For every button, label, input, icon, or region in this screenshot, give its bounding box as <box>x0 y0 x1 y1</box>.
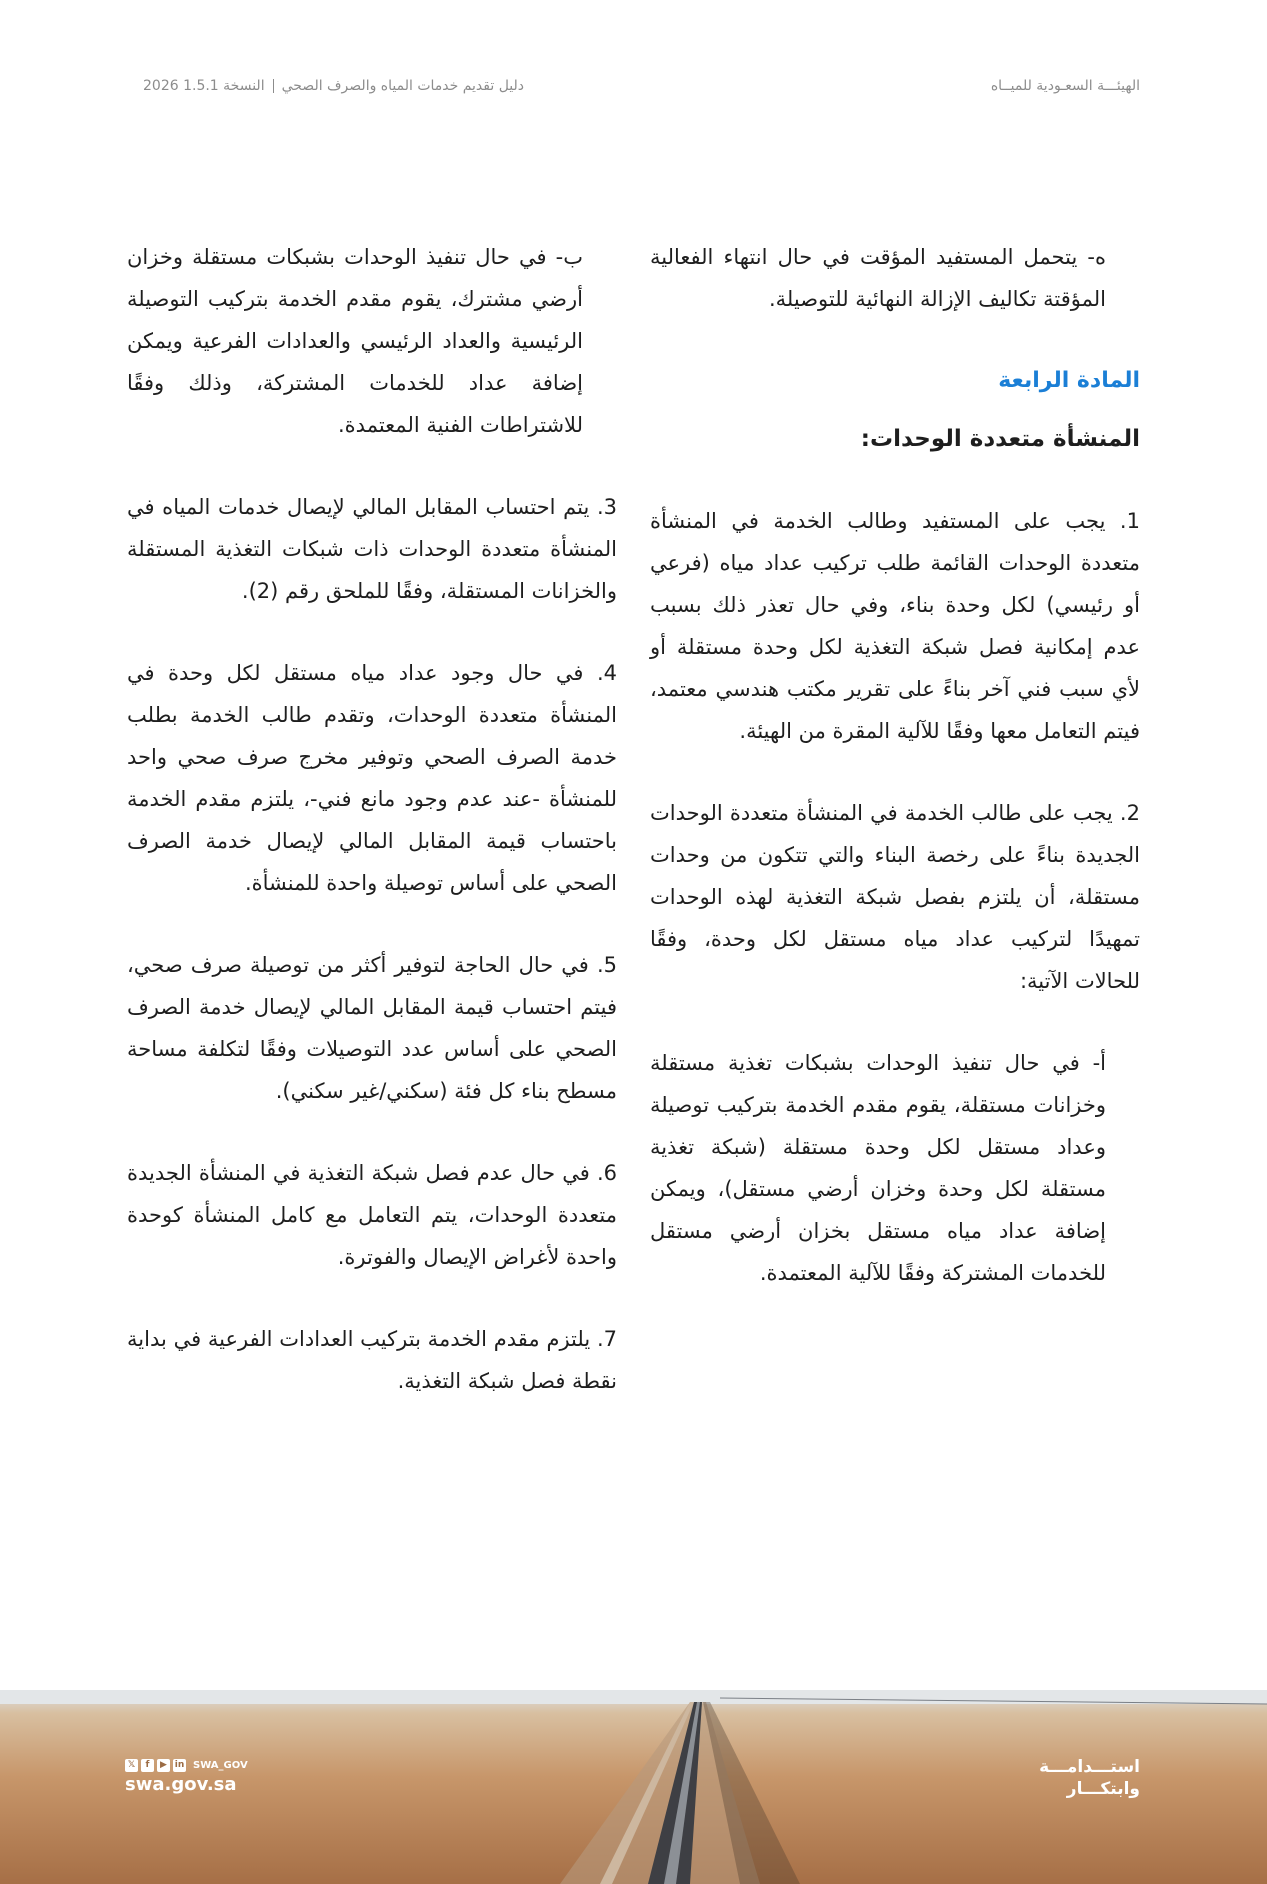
section-title: المنشأة متعددة الوحدات: <box>860 426 1140 452</box>
clause-6: 6. في حال عدم فصل شبكة التغذية في المنشأة الجديدة متعددة الوحدات، يتم التعامل مع كامل المنشأة كوحدة واحدة لأغراض الإيصال والفوترة. <box>127 1161 617 1269</box>
clause-7: 7. يلتزم مقدم الخدمة بتركيب العدادات الفرعية في بداية نقطة فصل شبكة التغذية. <box>127 1327 617 1393</box>
document-version: النسخة 1.5.1 2026 <box>143 78 265 94</box>
social-bar <box>125 1758 248 1772</box>
clause-3: 3. يتم احتساب المقابل المالي لإيصال خدمات المياه في المنشأة متعددة الوحدات ذات شبكات التغذية المستقلة والخزانات المستقلة، وفقًا للملحق رقم (2). <box>127 495 617 603</box>
document-title: دليل تقديم خدمات المياه والصرف الصحي <box>281 78 525 94</box>
footer-slogan <box>1039 1756 1140 1800</box>
clause-2: 2. يجب على طالب الخدمة في المنشأة متعددة الوحدات الجديدة بناءً على رخصة البناء والتي تتكون من وحدات مستقلة، أن يلتزم بفصل شبكة التغذية لهذه الوحدات تمهيدًا لتركيب عداد مياه مستقل لكل وحدة، وفقًا للحالات الآتية: <box>650 801 1140 993</box>
clause-4: 4. في حال وجود عداد مياه مستقل لكل وحدة في المنشأة متعددة الوحدات، وتقدم طالب الخدمة بطلب خدمة الصرف الصحي وتوفير مخرج صرف صحي واحد للمنشأة -عند عدم وجود مانع فني-، يلتزم مقدم الخدمة باحتساب قيمة المقابل المالي لإيصال خدمة الصرف الصحي على أساس توصيلة واحدة للمنشأة. <box>127 661 617 895</box>
clause-2a: أ- في حال تنفيذ الوحدات بشبكات تغذية مستقلة وخزانات مستقلة، يقوم مقدم الخدمة بتركيب توصيلة وعداد مستقل لكل وحدة مستقلة (شبكة تغذية مستقلة لكل وحدة وخزان أرضي مستقل)، ويمكن إضافة عداد مياه مستقل بخزان أرضي مستقل للخدمات المشتركة وفقًا للآلية المعتمدة. <box>650 1051 1106 1285</box>
facebook-icon[interactable]: f <box>141 1759 154 1772</box>
document-info <box>143 78 524 94</box>
linkedin-icon[interactable]: in <box>174 1759 185 1770</box>
left-column <box>127 236 617 1442</box>
organization-name: الهيئـــة السعـودية للميــاه <box>990 78 1140 94</box>
clause-1: 1. يجب على المستفيد وطالب الخدمة في المنشأة متعددة الوحدات القائمة طلب تركيب عداد مياه (فرعي أو رئيسي) لكل وحدة بناء، وفي حال تعذر ذلك بسبب عدم إمكانية فصل شبكة التغذية لكل وحدة مستقلة أو لأي سبب فني آخر بناءً على تقرير مكتب هندسي معتمد، فيتم التعامل معها وفقًا للآلية المقرة من الهيئة. <box>650 509 1140 743</box>
clause-5: 5. في حال الحاجة لتوفير أكثر من توصيلة صرف صحي، فيتم احتساب قيمة المقابل المالي لإيصال خدمة الصرف الصحي على أساس عدد التوصيلات وفقًا لتكلفة مساحة مسطح بناء كل فئة (سكني/غير سكني). <box>127 953 617 1103</box>
x-icon[interactable]: 𝕏 <box>125 1759 138 1772</box>
header-divider <box>273 79 274 93</box>
slogan-line-1: استـــدامـــة <box>1039 1757 1140 1777</box>
website-link[interactable]: swa.gov.sa <box>125 1774 237 1795</box>
page-header <box>143 78 1140 102</box>
right-column <box>650 236 1140 1334</box>
article-title: المادة الرابعة <box>998 368 1140 393</box>
clause-2b: ب- في حال تنفيذ الوحدات بشبكات مستقلة وخزان أرضي مشترك، يقوم مقدم الخدمة بتركيب التوصيلة الرئيسية والعداد الرئيسي والعدادات الفرعية ويمكن إضافة عداد للخدمات المشتركة، وذلك وفقًا للاشتراطات الفنية المعتمدة. <box>127 245 583 437</box>
footer-contact <box>125 1758 248 1795</box>
social-handle[interactable]: SWA_GOV <box>193 1759 248 1771</box>
slogan-line-2: وابتكـــار <box>1066 1779 1140 1799</box>
clause-h: ه- يتحمل المستفيد المؤقت في حال انتهاء الفعالية المؤقتة تكاليف الإزالة النهائية للتوصيلة. <box>650 245 1106 311</box>
youtube-icon[interactable]: ▶ <box>157 1759 170 1772</box>
